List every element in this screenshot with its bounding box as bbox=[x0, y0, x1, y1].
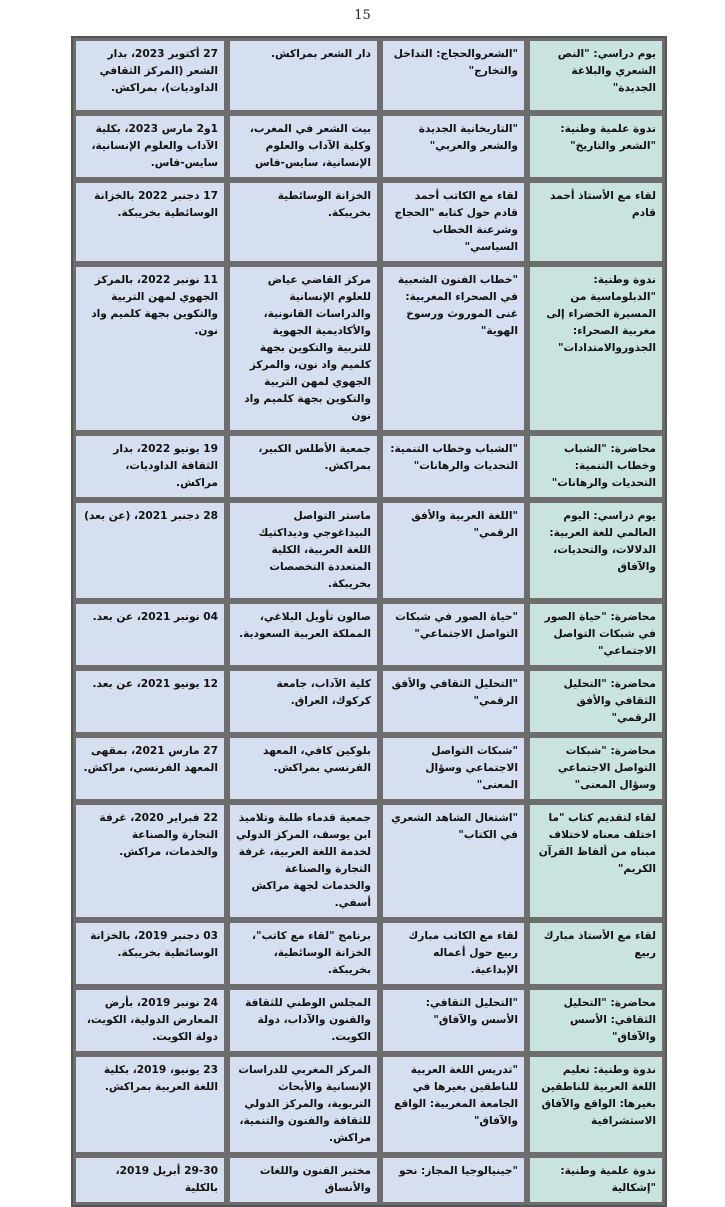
date-place-cell: 1و2 مارس 2023، بكلية الآداب والعلوم الإنسانية، سايس-فاس. bbox=[73, 113, 227, 180]
talk-title-cell: "التحليل الثقافي والأفق الرقمي" bbox=[380, 668, 527, 735]
organizer-cell: دار الشعر بمراكش. bbox=[227, 38, 380, 113]
activity-type-cell: يوم دراسي: "النص الشعري والبلاغة الجديدة" bbox=[527, 38, 665, 113]
table-row bbox=[73, 38, 665, 113]
table-row bbox=[73, 920, 665, 987]
talk-title-cell: "اشتغال الشاهد الشعري في الكتاب" bbox=[380, 802, 527, 920]
activity-type-cell: ندوة علمية وطنية: "إشكالية bbox=[527, 1155, 665, 1205]
date-place-cell: 27 مارس 2021، بمقهى المعهد الفرنسي، مراكش. bbox=[73, 735, 227, 802]
activity-type-cell: ندوة وطنية: "الدبلوماسية من المسيرة الخضراء إلى مغربية الصحراء: الجذوروالامتدادات" bbox=[527, 264, 665, 433]
organizer-cell: بلوكين كافي، المعهد الفرنسي بمراكش. bbox=[227, 735, 380, 802]
organizer-cell: جمعية قدماء طلبة وتلاميذ ابن يوسف، المركز الدولي لخدمة اللغة العربية، غرفة التجارة والصناعة والخدمات لجهة مراكش أسفي. bbox=[227, 802, 380, 920]
talk-title-cell: "حياة الصور في شبكات التواصل الاجتماعي" bbox=[380, 601, 527, 668]
table-row bbox=[73, 113, 665, 180]
talk-title-cell: لقاء مع الكاتب مبارك ربيع حول أعماله الإبداعية. bbox=[380, 920, 527, 987]
activity-type-cell: يوم دراسي: اليوم العالمي للغة العربية: الدلالات، والتحديات، والآفاق bbox=[527, 500, 665, 601]
activity-type-cell: محاضرة: "الشباب وخطاب التنمية: التحديات والرهانات" bbox=[527, 433, 665, 500]
table-row bbox=[73, 1054, 665, 1155]
organizer-cell: مركز القاضي عياض للعلوم الإنسانية والدراسات القانونية، والأكاديمية الجهوية للتربية والتكوين بجهة كلميم واد نون، والمركز الجهوي لمهن التربية والتكوين بجهة كلميم واد نون bbox=[227, 264, 380, 433]
talk-title-cell: "تدريس اللغة العربية للناطقين بغيرها في الجامعة المغربية: الواقع والآفاق" bbox=[380, 1054, 527, 1155]
table-row bbox=[73, 500, 665, 601]
table-row bbox=[73, 668, 665, 735]
activity-type-cell: محاضرة: "شبكات التواصل الاجتماعي وسؤال المعنى" bbox=[527, 735, 665, 802]
table-row bbox=[73, 735, 665, 802]
table-row bbox=[73, 802, 665, 920]
activity-type-cell: ندوة علمية وطنية: "الشعر والتاريخ" bbox=[527, 113, 665, 180]
table-row bbox=[73, 180, 665, 264]
date-place-cell: 29-30 أبريل 2019، بالكلية bbox=[73, 1155, 227, 1205]
date-place-cell: 17 دجنبر 2022 بالخزانة الوسائطية بخريبكة. bbox=[73, 180, 227, 264]
organizer-cell: ماستر التواصل البيداغوجي وديداكتيك اللغة العربية، الكلية المتعددة التخصصات بخريبكة. bbox=[227, 500, 380, 601]
date-place-cell: 04 نونبر 2021، عن بعد. bbox=[73, 601, 227, 668]
activity-type-cell: لقاء مع الأستاذ أحمد قادم bbox=[527, 180, 665, 264]
organizer-cell: المركز المغربي للدراسات الإنسانية والأبحاث التربوية، والمركز الدولي للثقافة والفنون والتنمية، مراكش. bbox=[227, 1054, 380, 1155]
activities-table-body bbox=[73, 38, 665, 1205]
activity-type-cell: لقاء مع الأستاذ مبارك ربيع bbox=[527, 920, 665, 987]
talk-title-cell: "التحليل الثقافي: الأسس والآفاق" bbox=[380, 987, 527, 1054]
organizer-cell: الخزانة الوسائطية بخريبكة. bbox=[227, 180, 380, 264]
organizer-cell: بيت الشعر في المغرب، وكلية الآداب والعلوم الإنسانية، سايس-فاس bbox=[227, 113, 380, 180]
organizer-cell: برنامج "لقاء مع كاتب"، الخزانة الوسائطية، بخريبكة. bbox=[227, 920, 380, 987]
table-row bbox=[73, 264, 665, 433]
organizer-cell: جمعية الأطلس الكبير، بمراكش. bbox=[227, 433, 380, 500]
activity-type-cell: محاضرة: "التحليل الثقافي والأفق الرقمي" bbox=[527, 668, 665, 735]
page-number: 15 bbox=[354, 8, 371, 23]
activity-type-cell: لقاء لتقديم كتاب "ما اختلف معناه لاختلاف مبناه من ألفاظ القرآن الكريم" bbox=[527, 802, 665, 920]
talk-title-cell: "التاريخانية الجديدة والشعر والعربي" bbox=[380, 113, 527, 180]
date-place-cell: 03 دجنبر 2019، بالخزانة الوسائطية بخريبكة. bbox=[73, 920, 227, 987]
table-row bbox=[73, 433, 665, 500]
date-place-cell: 11 نونبر 2022، بالمركز الجهوي لمهن التربية والتكوين بجهة كلميم واد نون. bbox=[73, 264, 227, 433]
activity-type-cell: محاضرة: "التحليل الثقافي: الأسس والآفاق" bbox=[527, 987, 665, 1054]
organizer-cell: صالون تأويل البلاغي، المملكة العربية السعودية. bbox=[227, 601, 380, 668]
table-row bbox=[73, 601, 665, 668]
organizer-cell: كلية الآداب، جامعة كركوك، العراق. bbox=[227, 668, 380, 735]
date-place-cell: 27 أكتوبر 2023، بدار الشعر (المركز الثقافي الداوديات)، بمراكش. bbox=[73, 38, 227, 113]
talk-title-cell: "شبكات التواصل الاجتماعي وسؤال المعنى" bbox=[380, 735, 527, 802]
date-place-cell: 23 يونيو، 2019، بكلية اللغة العربية بمراكش. bbox=[73, 1054, 227, 1155]
organizer-cell: المجلس الوطني للثقافة والفنون والآداب، دولة الكويت. bbox=[227, 987, 380, 1054]
date-place-cell: 12 يونيو 2021، عن بعد. bbox=[73, 668, 227, 735]
table-row bbox=[73, 1155, 665, 1205]
activity-type-cell: محاضرة: "حياة الصور في شبكات التواصل الاجتماعي" bbox=[527, 601, 665, 668]
date-place-cell: 19 يونيو 2022، بدار الثقافة الداوديات، مراكش. bbox=[73, 433, 227, 500]
talk-title-cell: "الشعروالحجاج: التداخل والتخارج" bbox=[380, 38, 527, 113]
talk-title-cell: "اللغة العربية والأفق الرقمي" bbox=[380, 500, 527, 601]
date-place-cell: 24 نونبر 2019، بأرض المعارض الدولية، الكويت، دولة الكويت. bbox=[73, 987, 227, 1054]
activity-type-cell: ندوة وطنية: تعليم اللغة العربية للناطقين بغيرها: الواقع والآفاق الاستشرافية bbox=[527, 1054, 665, 1155]
date-place-cell: 22 فبراير 2020، غرفة التجارة والصناعة والخدمات، مراكش. bbox=[73, 802, 227, 920]
talk-title-cell: "جينيالوجيا المجاز: نحو bbox=[380, 1155, 527, 1205]
date-place-cell: 28 دجنبر 2021، (عن بعد) bbox=[73, 500, 227, 601]
table-row bbox=[73, 987, 665, 1054]
talk-title-cell: "الشباب وخطاب التنمية: التحديات والرهانات" bbox=[380, 433, 527, 500]
talk-title-cell: "خطاب الفنون الشعبية في الصحراء المغربية: غنى الموروث ورسوخ الهوية" bbox=[380, 264, 527, 433]
organizer-cell: مختبر الفنون واللغات والأنساق bbox=[227, 1155, 380, 1205]
activities-table bbox=[71, 36, 667, 1207]
talk-title-cell: لقاء مع الكاتب أحمد قادم حول كتابه "الحجاج وشرعنة الخطاب السياسي" bbox=[380, 180, 527, 264]
